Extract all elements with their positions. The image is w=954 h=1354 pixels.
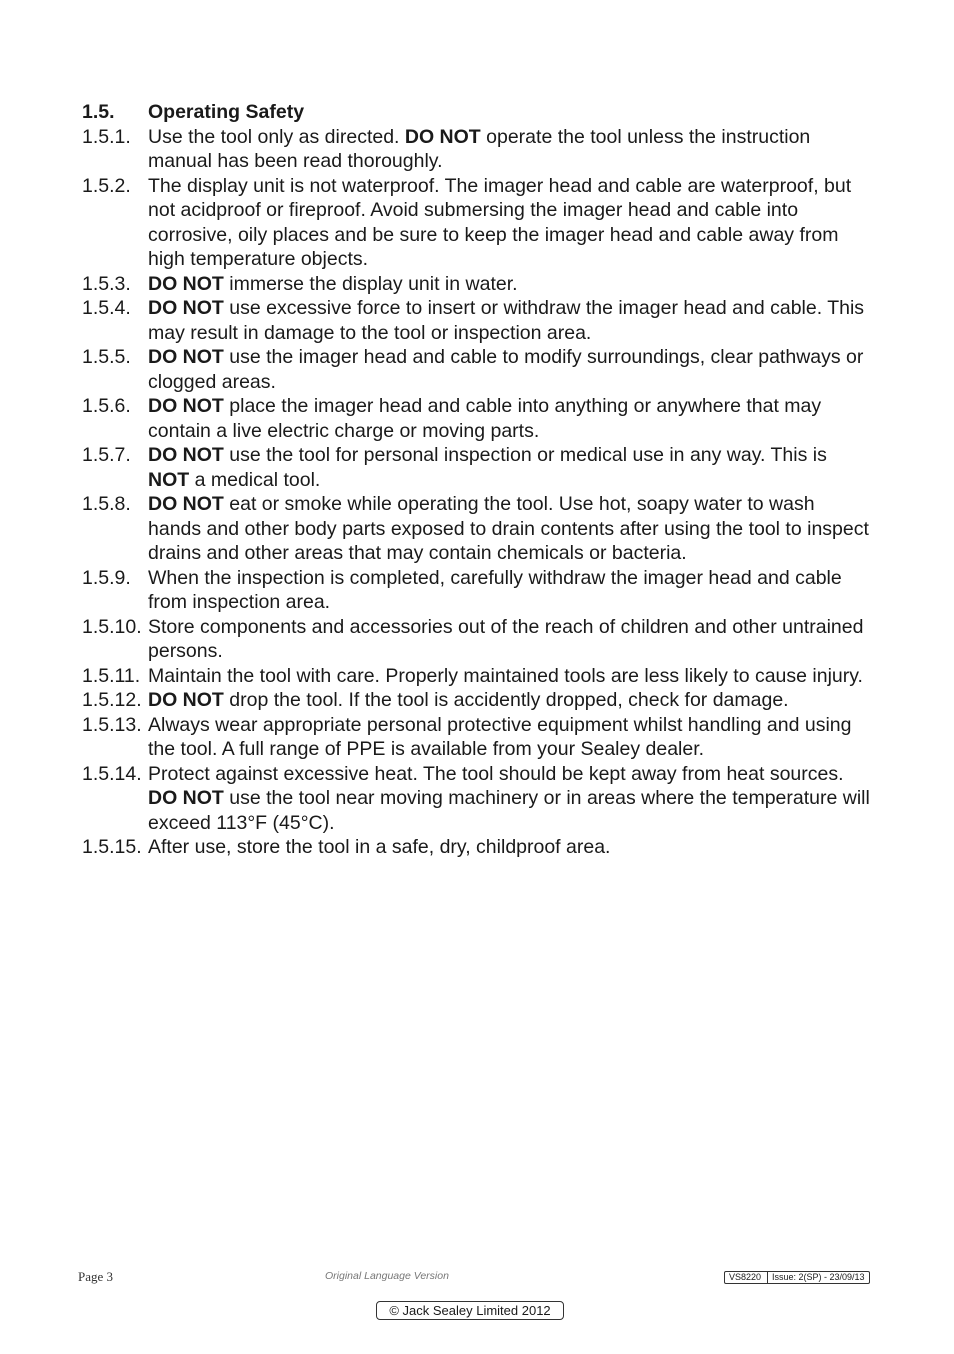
item-text — [148, 174, 872, 272]
item-text — [148, 762, 872, 836]
page-number: Page 3 — [78, 1269, 114, 1284]
issue-info: Issue: 2(SP) - 23/09/13 — [772, 1272, 865, 1282]
text-run: use the tool near moving machinery or in areas where the temperature will exceed 113°F (45°C). — [148, 787, 870, 834]
text-run: use excessive force to insert or withdraw the imager head and cable. This may result in damage to the tool or inspection area. — [148, 297, 865, 344]
item-number: 1.5.13. — [82, 713, 142, 736]
list-item — [82, 688, 872, 713]
item-text — [148, 296, 872, 345]
item-text — [148, 394, 872, 443]
item-text — [148, 443, 872, 492]
model-issue-box — [724, 1271, 870, 1284]
list-item — [82, 174, 872, 272]
emphasis-text: DO NOT — [148, 297, 224, 319]
item-number: 1.5.10. — [82, 615, 142, 638]
text-run: When the inspection is completed, carefully withdraw the imager head and cable from inspection area. — [148, 566, 842, 613]
item-text — [148, 566, 872, 615]
emphasis-text: DO NOT — [148, 493, 224, 515]
item-number: 1.5.2. — [82, 174, 131, 197]
list-item — [82, 296, 872, 345]
item-number: 1.5.14. — [82, 762, 142, 785]
item-number: 1.5.5. — [82, 346, 131, 368]
emphasis-text: DO NOT — [148, 787, 224, 809]
section-title: Operating Safety — [148, 101, 305, 123]
text-run: use the imager head and cable to modify surroundings, clear pathways or clogged areas. — [148, 346, 864, 393]
text-run: Always wear appropriate personal protective equipment whilst handling and using the tool. A full range of PPE is available from your Sealey dealer. — [148, 713, 852, 760]
list-item — [82, 566, 872, 615]
item-number: 1.5.8. — [82, 493, 131, 515]
emphasis-text: DO NOT — [148, 272, 224, 295]
item-text — [148, 835, 872, 860]
item-text — [148, 688, 872, 713]
list-item — [82, 394, 872, 443]
text-run: After use, store the tool in a safe, dry, childproof area. — [148, 836, 611, 858]
item-number: 1.5.4. — [82, 297, 131, 319]
item-number: 1.5.12. — [82, 689, 142, 711]
item-number: 1.5.7. — [82, 444, 131, 466]
safety-list — [82, 125, 872, 860]
section-heading — [82, 100, 872, 125]
text-run: use the tool for personal inspection or medical use in any way. This is — [223, 444, 827, 466]
item-text — [148, 615, 872, 664]
item-text — [148, 492, 872, 566]
item-number: 1.5.9. — [82, 566, 131, 589]
copyright-notice: © Jack Sealey Limited 2012 — [376, 1301, 564, 1320]
text-run: Maintain the tool with care. Properly maintained tools are less likely to cause injury. — [148, 664, 863, 687]
list-item — [82, 492, 872, 566]
list-item — [82, 125, 872, 174]
list-item — [82, 615, 872, 664]
emphasis-text: DO NOT — [404, 125, 481, 148]
model-number: VS8220 — [725, 1272, 768, 1283]
list-item — [82, 835, 872, 860]
section-number: 1.5. — [82, 101, 115, 123]
item-text — [148, 664, 872, 689]
item-text — [148, 713, 872, 762]
emphasis-text: DO NOT — [148, 346, 224, 368]
emphasis-text: NOT — [148, 468, 190, 491]
item-text — [148, 345, 872, 394]
text-run: a medical tool. — [189, 468, 321, 491]
text-run: Protect against excessive heat. The tool should be kept away from heat sources. — [148, 762, 844, 785]
text-run: place the imager head and cable into anything or anywhere that may contain a live electric charge or moving parts. — [148, 395, 822, 442]
list-item — [82, 345, 872, 394]
list-item — [82, 762, 872, 836]
emphasis-text: DO NOT — [148, 444, 224, 466]
list-item — [82, 272, 872, 297]
text-run: Use the tool only as directed. — [148, 125, 405, 148]
text-run: Store components and accessories out of the reach of children and other untrained persons. — [148, 615, 864, 662]
list-item — [82, 664, 872, 689]
item-number: 1.5.1. — [82, 125, 131, 148]
text-run: eat or smoke while operating the tool. Use hot, soapy water to wash hands and other body parts exposed to drain contents after using the tool to inspect drains and other areas that may contain chemicals or bacteria. — [148, 493, 869, 564]
emphasis-text: DO NOT — [148, 689, 224, 711]
text-run: drop the tool. If the tool is accidently dropped, check for damage. — [223, 689, 789, 711]
list-item — [82, 443, 872, 492]
text-run: The display unit is not waterproof. The imager head and cable are waterproof, but not acidproof or fireproof. Avoid submersing the imager head and cable into corrosive, oily places and be sure to keep the imager head and cable away from high temperature objects. — [148, 174, 852, 270]
item-number: 1.5.11. — [82, 664, 141, 687]
emphasis-text: DO NOT — [148, 395, 224, 417]
item-text — [148, 125, 872, 174]
language-note: Original Language Version — [325, 1270, 449, 1282]
text-run: operate the tool unless the instruction manual has been read thoroughly. — [148, 125, 811, 172]
item-text — [148, 272, 872, 297]
item-number: 1.5.15. — [82, 836, 142, 858]
item-number: 1.5.3. — [82, 272, 131, 295]
text-run: immerse the display unit in water. — [223, 272, 518, 295]
list-item — [82, 713, 872, 762]
document-body — [82, 100, 872, 860]
item-number: 1.5.6. — [82, 395, 131, 417]
